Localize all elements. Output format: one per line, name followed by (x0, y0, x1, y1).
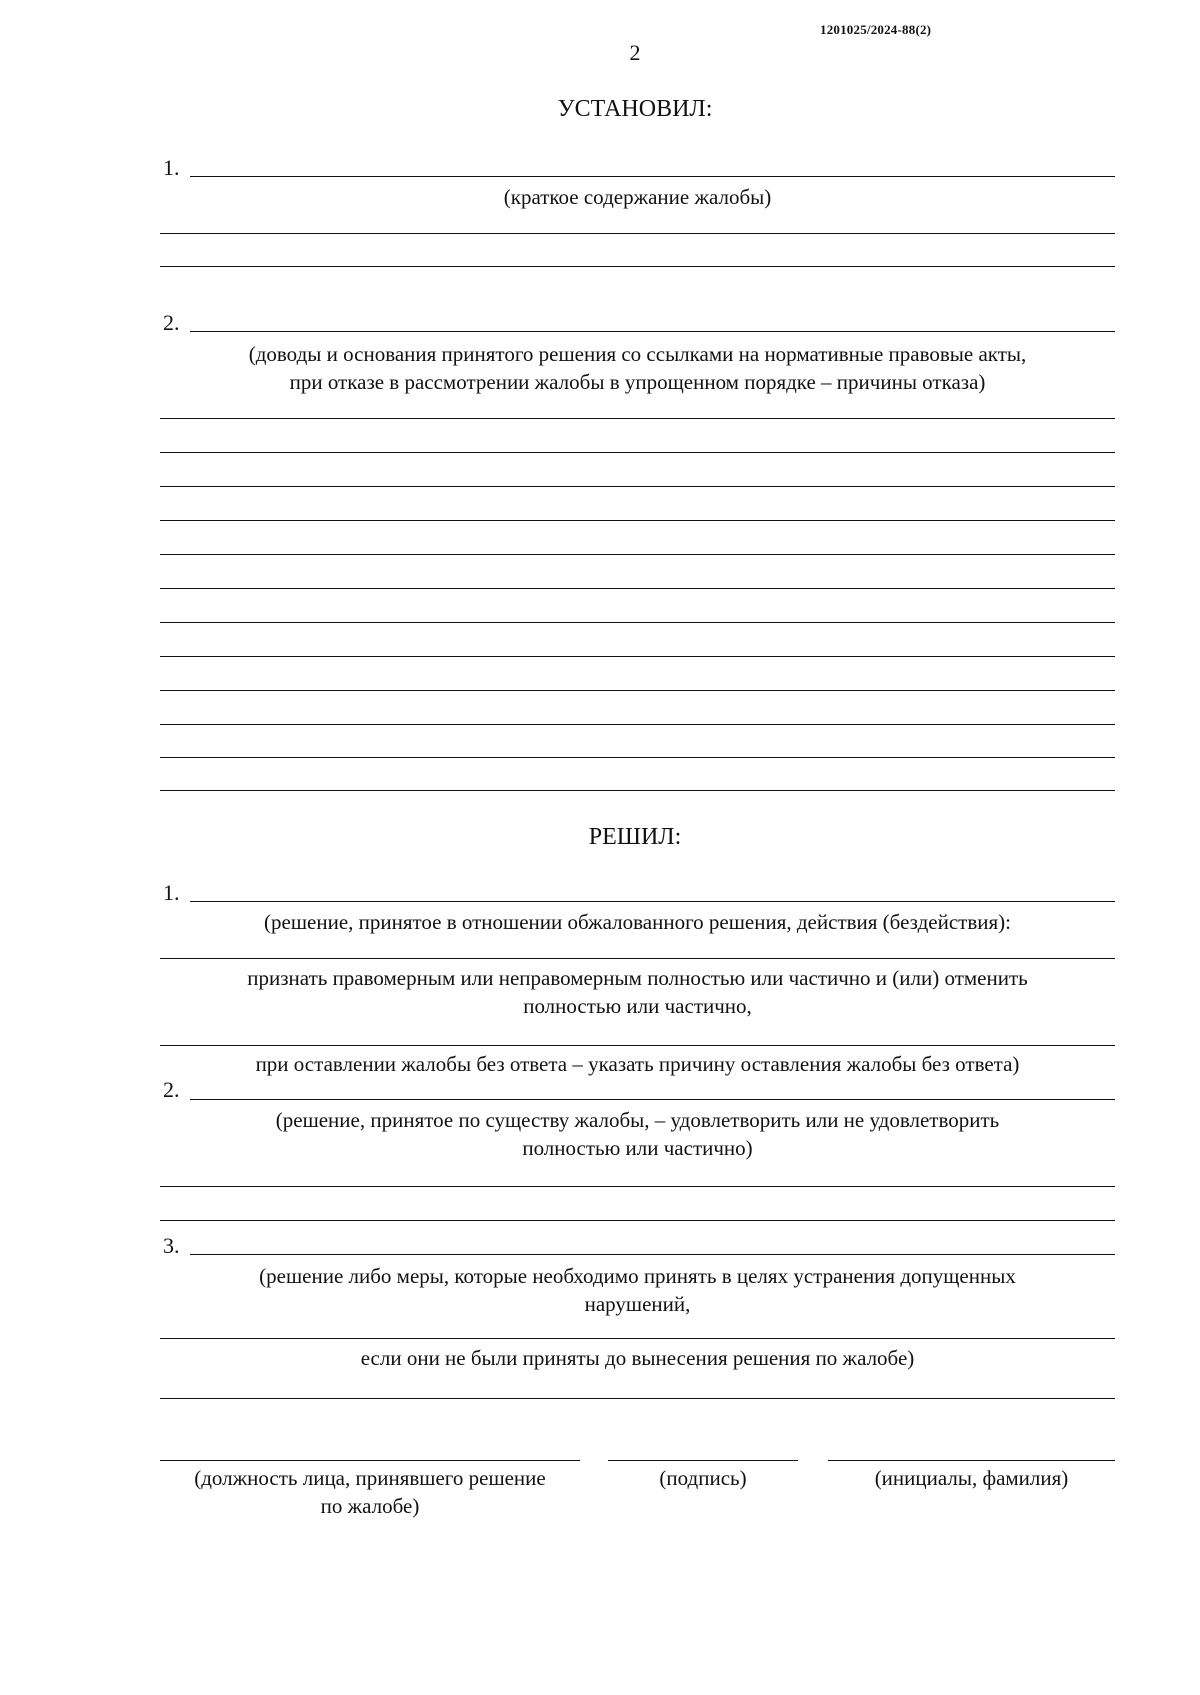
decided-item-1-caption-2 (160, 964, 1115, 1020)
established-line[interactable] (160, 520, 1115, 521)
signature-caption: (подпись) (659, 1466, 747, 1490)
established-item-2-caption-line-1: (доводы и основания принятого решения со ссылками на нормативные правовые акты, (248, 342, 1027, 366)
decided-item-2-number: 2. (163, 1077, 180, 1102)
page-number: 2 (629, 40, 641, 65)
decided-item-2-caption-line-2: полностью или частично) (522, 1136, 753, 1160)
decided-item-2-line-3[interactable] (160, 1220, 1115, 1221)
established-item-2-field[interactable] (190, 331, 1115, 332)
established-item-1-number: 1. (163, 155, 180, 180)
signature-line[interactable] (608, 1460, 798, 1461)
decided-item-3-number: 3. (163, 1233, 180, 1258)
decided-item-1-number: 1. (163, 880, 180, 905)
decided-item-1-caption-1: (решение, принятое в отношении обжалованного решения, действия (бездействия): (264, 910, 1011, 934)
decided-item-3-caption (160, 1262, 1115, 1318)
established-item-1-field[interactable] (190, 176, 1115, 177)
section-decided-title: РЕШИЛ: (588, 824, 682, 850)
established-line[interactable] (160, 724, 1115, 725)
established-item-1-line-2[interactable] (160, 233, 1115, 234)
established-line[interactable] (160, 622, 1115, 623)
section-established-title: УСТАНОВИЛ: (557, 96, 713, 122)
decided-item-3-line-3[interactable] (160, 1398, 1115, 1399)
established-line[interactable] (160, 554, 1115, 555)
established-line[interactable] (160, 790, 1115, 791)
decided-item-1-line-2[interactable] (160, 958, 1115, 959)
established-item-2-number: 2. (163, 310, 180, 335)
name-caption: (инициалы, фамилия) (874, 1466, 1069, 1490)
established-line[interactable] (160, 486, 1115, 487)
decided-item-3-caption-line-2: нарушений, (584, 1292, 691, 1316)
established-item-2-caption-line-2: при отказе в рассмотрении жалобы в упрощенном порядке – причины отказа) (289, 370, 986, 394)
established-line[interactable] (160, 656, 1115, 657)
decided-item-3-caption-line-1: (решение либо меры, которые необходимо принять в целях устранения допущенных (259, 1264, 1016, 1288)
decided-item-2-field[interactable] (190, 1099, 1115, 1100)
position-caption-line-2: по жалобе) (320, 1494, 420, 1518)
decided-item-1-line-3[interactable] (160, 1045, 1115, 1046)
decided-item-3-caption-2: если они не были приняты до вынесения решения по жалобе) (360, 1346, 915, 1370)
decided-item-1-caption-2-line-2: полностью или частично, (523, 994, 752, 1018)
established-line[interactable] (160, 757, 1115, 758)
decided-item-1-field[interactable] (190, 901, 1115, 902)
established-item-2-caption (160, 340, 1115, 396)
name-signature-line[interactable] (828, 1460, 1115, 1461)
established-item-1-caption: (краткое содержание жалобы) (503, 185, 772, 209)
decided-item-3-line-2[interactable] (160, 1338, 1115, 1339)
decided-item-1-caption-3: при оставлении жалобы без ответа – указать причину оставления жалобы без ответа) (255, 1052, 1020, 1076)
established-item-1-line-3[interactable] (160, 266, 1115, 267)
decided-item-1-caption-2-line-1: признать правомерным или неправомерным полностью или частично и (или) отменить (247, 966, 1028, 990)
position-signature-line[interactable] (160, 1460, 580, 1461)
position-caption-line-1: (должность лица, принявшего решение (194, 1466, 546, 1490)
established-line[interactable] (160, 418, 1115, 419)
decided-item-2-line-2[interactable] (160, 1186, 1115, 1187)
established-line[interactable] (160, 690, 1115, 691)
established-line[interactable] (160, 452, 1115, 453)
position-caption (150, 1464, 590, 1520)
decided-item-2-caption (160, 1106, 1115, 1162)
decided-item-3-field[interactable] (190, 1254, 1115, 1255)
document-reference-number: 1201025/2024-88(2) (820, 22, 932, 37)
established-line[interactable] (160, 588, 1115, 589)
decided-item-2-caption-line-1: (решение, принятое по существу жалобы, – удовлетворить или не удовлетворить (275, 1108, 1000, 1132)
